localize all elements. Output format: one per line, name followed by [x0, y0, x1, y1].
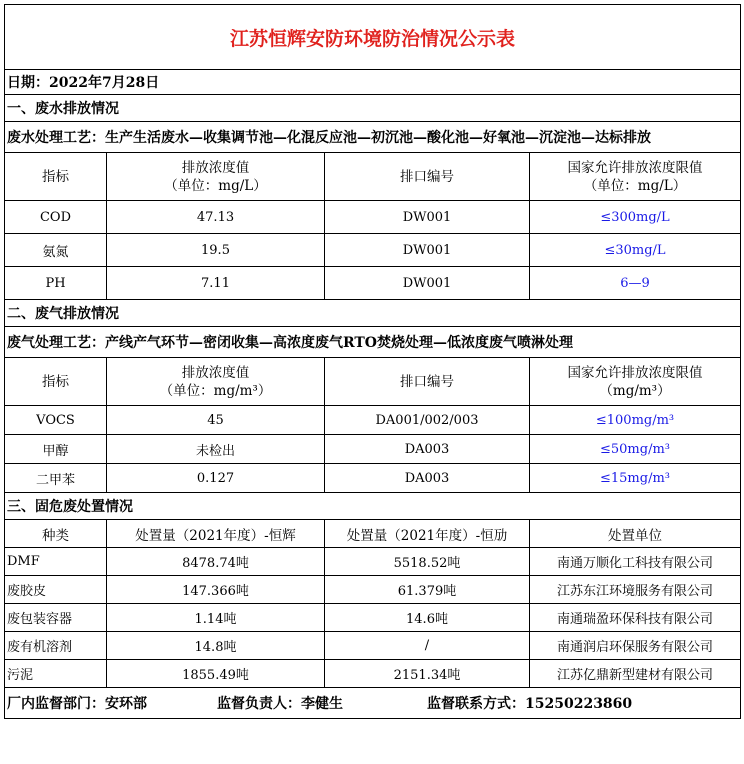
- value-cell: 0.127: [107, 464, 325, 493]
- disposal-unit-cell: 南通瑞盈环保科技有限公司: [530, 604, 741, 632]
- disposal-unit-cell: 南通万顺化工科技有限公司: [530, 548, 741, 576]
- value-cell: 45: [107, 406, 325, 435]
- disposal-unit-cell: 南通润启环保服务有限公司: [530, 632, 741, 660]
- col-limit: [530, 153, 741, 201]
- exhaust-header-row: [5, 358, 741, 406]
- col-concentration: [107, 153, 325, 201]
- table-row: [5, 576, 741, 604]
- indicator-cell: 氨氮: [5, 234, 107, 267]
- indicator-cell: 二甲苯: [5, 464, 107, 493]
- col-amount-henghui: 处置量（2021年度）-恒辉: [107, 520, 325, 548]
- indicator-cell: 甲醇: [5, 435, 107, 464]
- table-row: [5, 267, 741, 300]
- limit-cell: ≤300mg/L: [530, 201, 741, 234]
- disposal-unit-cell: 江苏东江环境服务有限公司: [530, 576, 741, 604]
- hengli-amount-cell: 2151.34吨: [325, 660, 530, 688]
- solid-waste-section-heading: 三、固危废处置情况: [5, 493, 741, 520]
- limit-cell: ≤15mg/m³: [530, 464, 741, 493]
- col-outlet: 排口编号: [325, 153, 530, 201]
- disposal-unit-cell: 江苏亿鼎新型建材有限公司: [530, 660, 741, 688]
- type-cell: DMF: [5, 548, 107, 576]
- supervision-department: 厂内监督部门：安环部: [7, 696, 147, 712]
- hengli-amount-cell: /: [325, 632, 530, 660]
- outlet-cell: DW001: [325, 267, 530, 300]
- value-cell: 47.13: [107, 201, 325, 234]
- col-indicator: 指标: [5, 358, 107, 406]
- henghui-amount-cell: 1855.49吨: [107, 660, 325, 688]
- outlet-cell: DA001/002/003: [325, 406, 530, 435]
- outlet-cell: DW001: [325, 201, 530, 234]
- solid-waste-header-row: [5, 520, 741, 548]
- table-row: [5, 632, 741, 660]
- type-cell: 废有机溶剂: [5, 632, 107, 660]
- col-indicator: 指标: [5, 153, 107, 201]
- limit-cell: ≤30mg/L: [530, 234, 741, 267]
- henghui-amount-cell: 14.8吨: [107, 632, 325, 660]
- col-concentration: [107, 358, 325, 406]
- limit-cell: ≤50mg/m³: [530, 435, 741, 464]
- supervision-contact: 监督联系方式：15250223860: [427, 696, 633, 712]
- col-disposal-unit: 处置单位: [530, 520, 741, 548]
- outlet-cell: DA003: [325, 464, 530, 493]
- exhaust-process: 废气处理工艺：产线产气环节—密闭收集—高浓度废气RTO焚烧处理—低浓度废气喷淋处理: [5, 327, 741, 358]
- disclosure-sheet: [4, 4, 740, 756]
- wastewater-section-heading: 一、废水排放情况: [5, 95, 741, 122]
- table-row: [5, 660, 741, 688]
- wastewater-header-row: [5, 153, 741, 201]
- col-outlet: 排口编号: [325, 358, 530, 406]
- col-amount-hengli: 处置量（2021年度）-恒劢: [325, 520, 530, 548]
- henghui-amount-cell: 1.14吨: [107, 604, 325, 632]
- col-limit-title: 国家允许排放浓度限值: [567, 364, 703, 381]
- type-cell: 污泥: [5, 660, 107, 688]
- col-type: 种类: [5, 520, 107, 548]
- indicator-cell: VOCS: [5, 406, 107, 435]
- page-title: 江苏恒辉安防环境防治情况公示表: [5, 5, 741, 70]
- col-limit-unit: （mg/m³）: [599, 382, 671, 399]
- col-limit-title: 国家允许排放浓度限值: [567, 159, 703, 176]
- outlet-cell: DW001: [325, 234, 530, 267]
- outlet-cell: DA003: [325, 435, 530, 464]
- col-concentration-title: 排放浓度值: [181, 364, 250, 381]
- col-limit: [530, 358, 741, 406]
- hengli-amount-cell: 14.6吨: [325, 604, 530, 632]
- henghui-amount-cell: 8478.74吨: [107, 548, 325, 576]
- col-concentration-unit: （单位：mg/m³）: [159, 382, 272, 399]
- report-date: 日期：2022年7月28日: [5, 70, 741, 95]
- col-concentration-unit: （单位：mg/L）: [164, 177, 267, 194]
- table-row: [5, 234, 741, 267]
- supervision-person: 监督负责人：李健生: [217, 696, 343, 712]
- indicator-cell: COD: [5, 201, 107, 234]
- exhaust-section-heading: 二、废气排放情况: [5, 300, 741, 327]
- table-row: [5, 201, 741, 234]
- value-cell: 19.5: [107, 234, 325, 267]
- supervision-footer: [5, 688, 741, 719]
- limit-cell: ≤100mg/m³: [530, 406, 741, 435]
- table-row: [5, 604, 741, 632]
- table-row: [5, 464, 741, 493]
- hengli-amount-cell: 61.379吨: [325, 576, 530, 604]
- table-row: [5, 435, 741, 464]
- indicator-cell: PH: [5, 267, 107, 300]
- col-limit-unit: （单位：mg/L）: [583, 177, 687, 194]
- disclosure-table: [4, 4, 741, 719]
- henghui-amount-cell: 147.366吨: [107, 576, 325, 604]
- wastewater-process: 废水处理工艺：生产生活废水—收集调节池—化混反应池—初沉池—酸化池—好氧池—沉淀池—达标排放: [5, 122, 741, 153]
- type-cell: 废包装容器: [5, 604, 107, 632]
- limit-cell: 6—9: [530, 267, 741, 300]
- value-cell: 未检出: [107, 435, 325, 464]
- table-row: [5, 406, 741, 435]
- hengli-amount-cell: 5518.52吨: [325, 548, 530, 576]
- table-row: [5, 548, 741, 576]
- value-cell: 7.11: [107, 267, 325, 300]
- type-cell: 废胶皮: [5, 576, 107, 604]
- col-concentration-title: 排放浓度值: [181, 159, 250, 176]
